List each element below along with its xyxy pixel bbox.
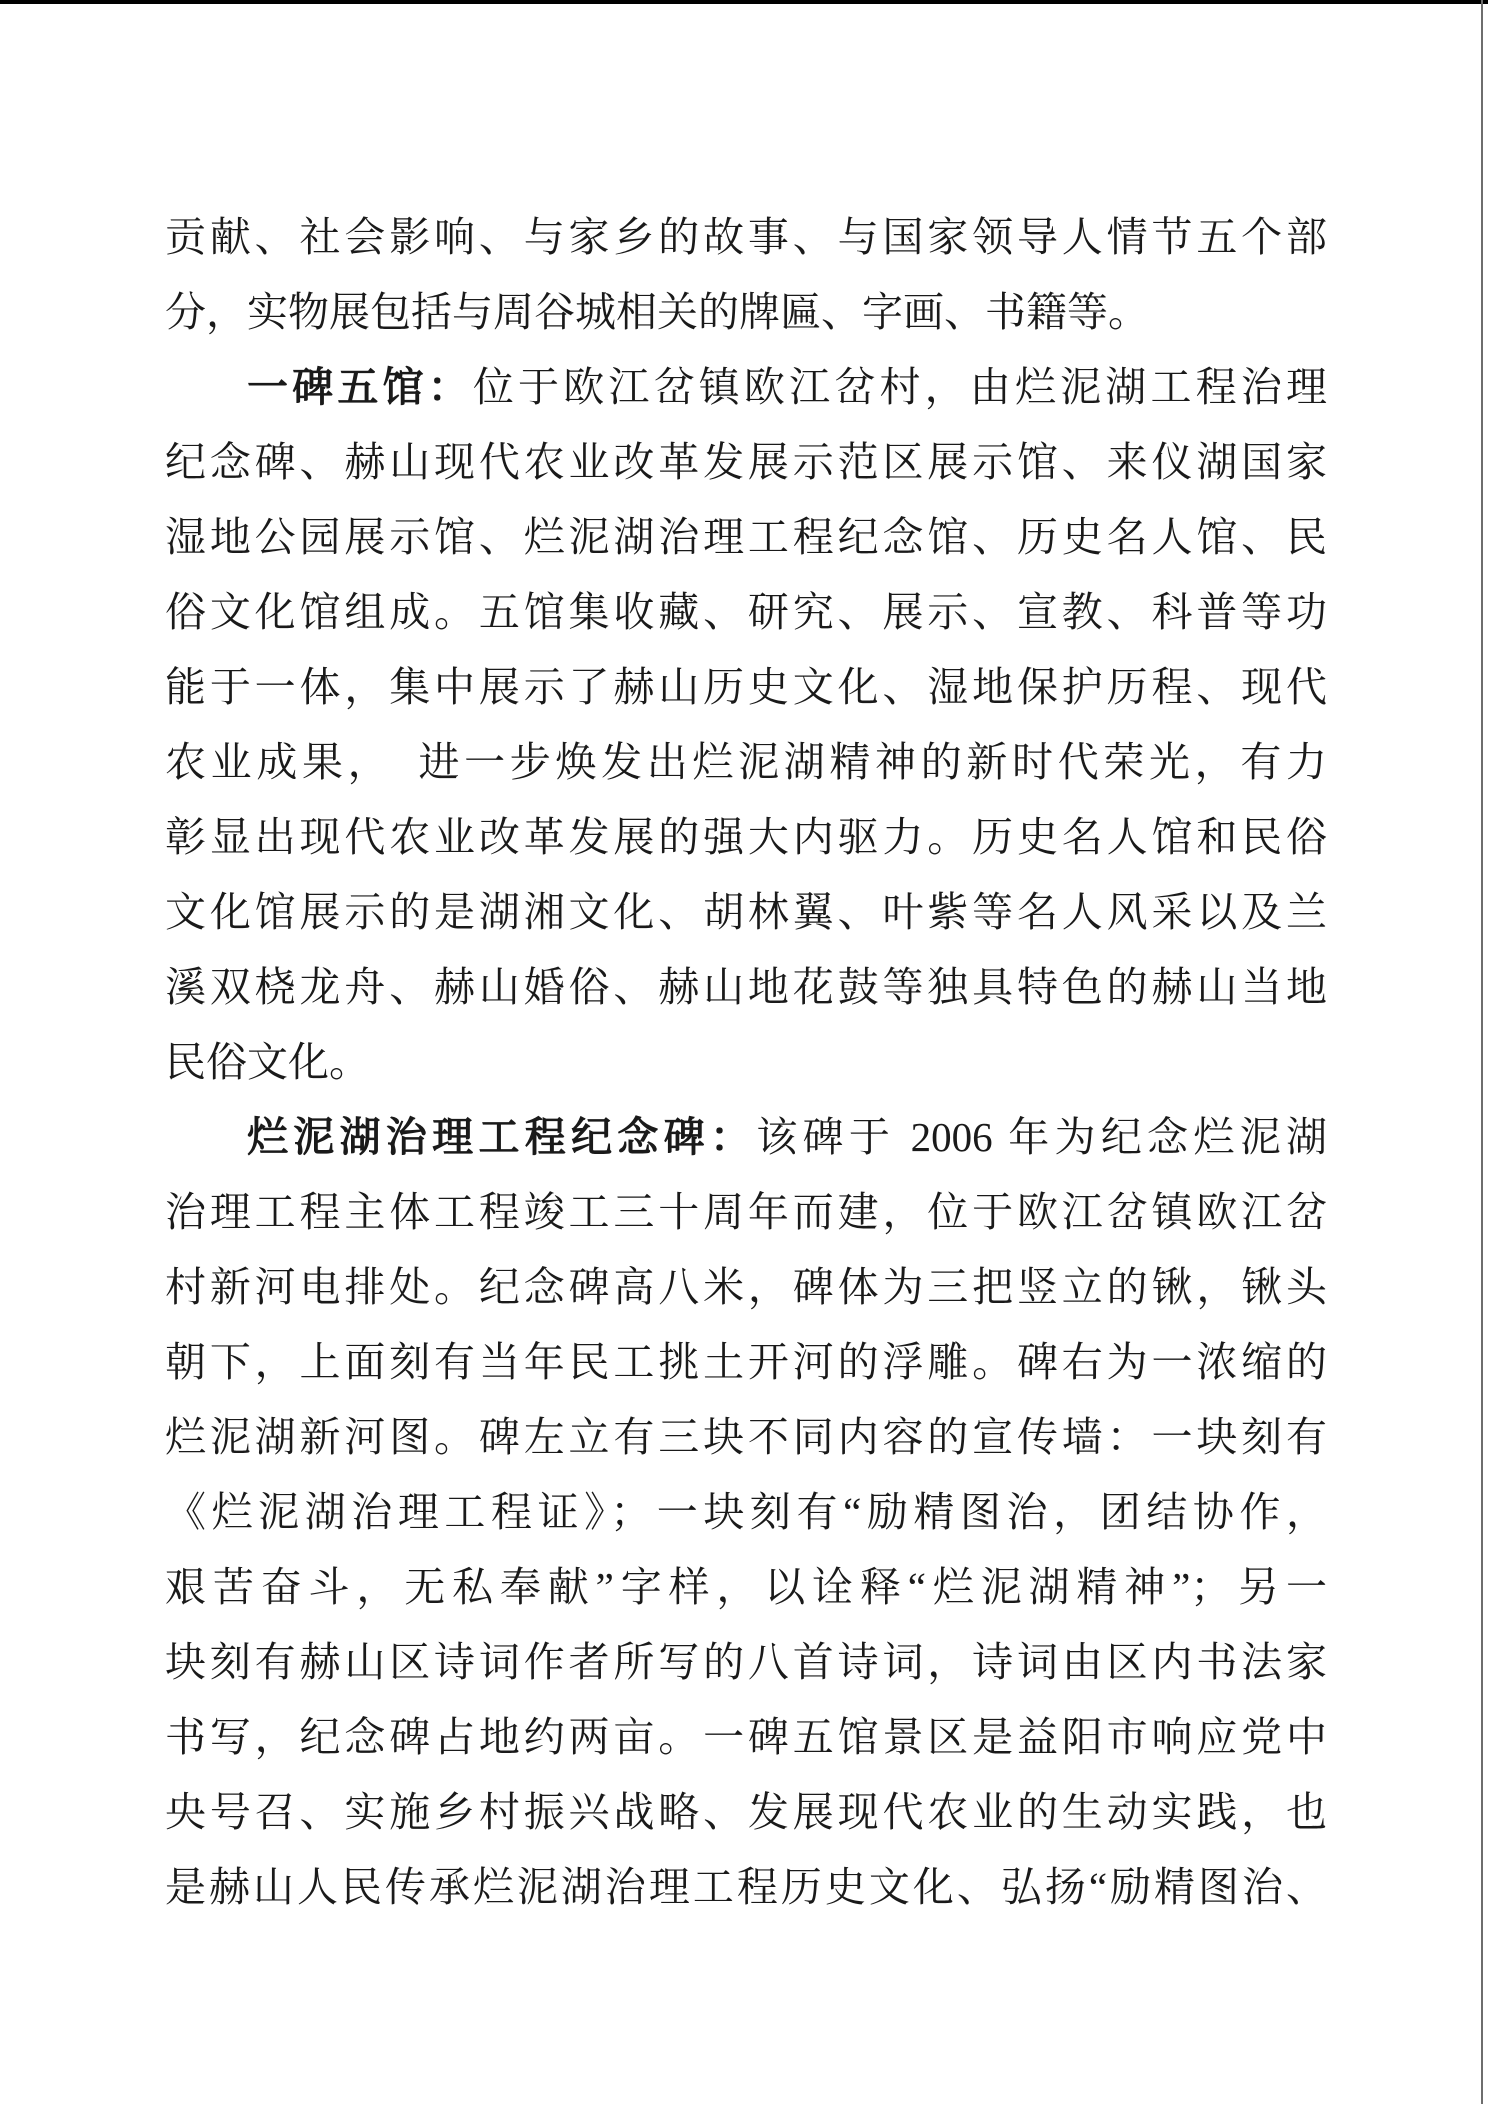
line-text: 俗文化馆组成。五馆集收藏、研究、展示、宣教、科普等功 [165,589,1327,635]
line-text: 贡献、社会影响、与家乡的故事、与国家领导人情节五个部 [165,214,1327,260]
text-line [165,500,1327,575]
text-line [165,800,1327,875]
line-text: 艰苦奋斗，无私奉献”字样，以诠释“烂泥湖精神”；另一 [165,1564,1327,1610]
text-line [165,1625,1327,1700]
line-text: 块刻有赫山区诗词作者所写的八首诗词，诗词由区内书法家 [165,1639,1327,1685]
line-text: 位于欧江岔镇欧江岔村，由烂泥湖工程治理 [472,364,1328,410]
line-text: 朝下，上面刻有当年民工挑土开河的浮雕。碑右为一浓缩的 [165,1339,1327,1385]
line-text: 《烂泥湖治理工程证》；一块刻有“励精图治，团结协作， [165,1489,1327,1535]
text-line [165,425,1327,500]
text-line [165,1100,1327,1175]
text-line [165,1775,1327,1850]
document-text-body [165,200,1327,1925]
text-line [165,875,1327,950]
line-text: 书写，纪念碑占地约两亩。一碑五馆景区是益阳市响应党中 [165,1714,1327,1760]
text-line [165,1700,1327,1775]
line-text: 该碑于 2006 年为纪念烂泥湖 [756,1114,1327,1160]
line-text: 央号召、实施乡村振兴战略、发展现代农业的生动实践，也 [165,1789,1327,1835]
text-line [165,200,1327,275]
text-line [165,1850,1327,1925]
text-line [165,950,1327,1025]
line-text: 湿地公园展示馆、烂泥湖治理工程纪念馆、历史名人馆、民 [165,514,1327,560]
paragraph-lead-bold: 烂泥湖治理工程纪念碑： [247,1114,757,1160]
line-text: 能于一体，集中展示了赫山历史文化、湿地保护历程、现代 [165,664,1327,710]
line-text: 烂泥湖新河图。碑左立有三块不同内容的宣传墙：一块刻有 [165,1414,1327,1460]
line-text: 是赫山人民传承烂泥湖治理工程历史文化、弘扬“励精图治、 [165,1864,1327,1910]
line-text: 民俗文化。 [165,1039,370,1085]
page-top-border [0,0,1488,4]
text-line [165,1400,1327,1475]
text-line [165,1175,1327,1250]
line-text: 村新河电排处。纪念碑高八米，碑体为三把竖立的锹，锹头 [165,1264,1327,1310]
line-text: 溪双桡龙舟、赫山婚俗、赫山地花鼓等独具特色的赫山当地 [165,964,1327,1010]
page-right-border [1481,0,1483,2104]
text-line [165,650,1327,725]
text-line [165,1550,1327,1625]
text-line [165,575,1327,650]
text-line [165,350,1327,425]
line-text: 农业成果， 进一步焕发出烂泥湖精神的新时代荣光，有力 [165,739,1327,785]
text-line [165,1250,1327,1325]
paragraph-lead-bold: 一碑五馆： [247,364,473,410]
line-text: 纪念碑、赫山现代农业改革发展示范区展示馆、来仪湖国家 [165,439,1327,485]
line-text: 治理工程主体工程竣工三十周年而建，位于欧江岔镇欧江岔 [165,1189,1327,1235]
text-line [165,275,1327,350]
line-text: 分，实物展包括与周谷城相关的牌匾、字画、书籍等。 [165,289,1149,335]
text-line [165,1025,1327,1100]
text-line [165,1475,1327,1550]
line-text: 彰显出现代农业改革发展的强大内驱力。历史名人馆和民俗 [165,814,1327,860]
line-text: 文化馆展示的是湖湘文化、胡林翼、叶紫等名人风采以及兰 [165,889,1327,935]
text-line [165,1325,1327,1400]
text-line [165,725,1327,800]
